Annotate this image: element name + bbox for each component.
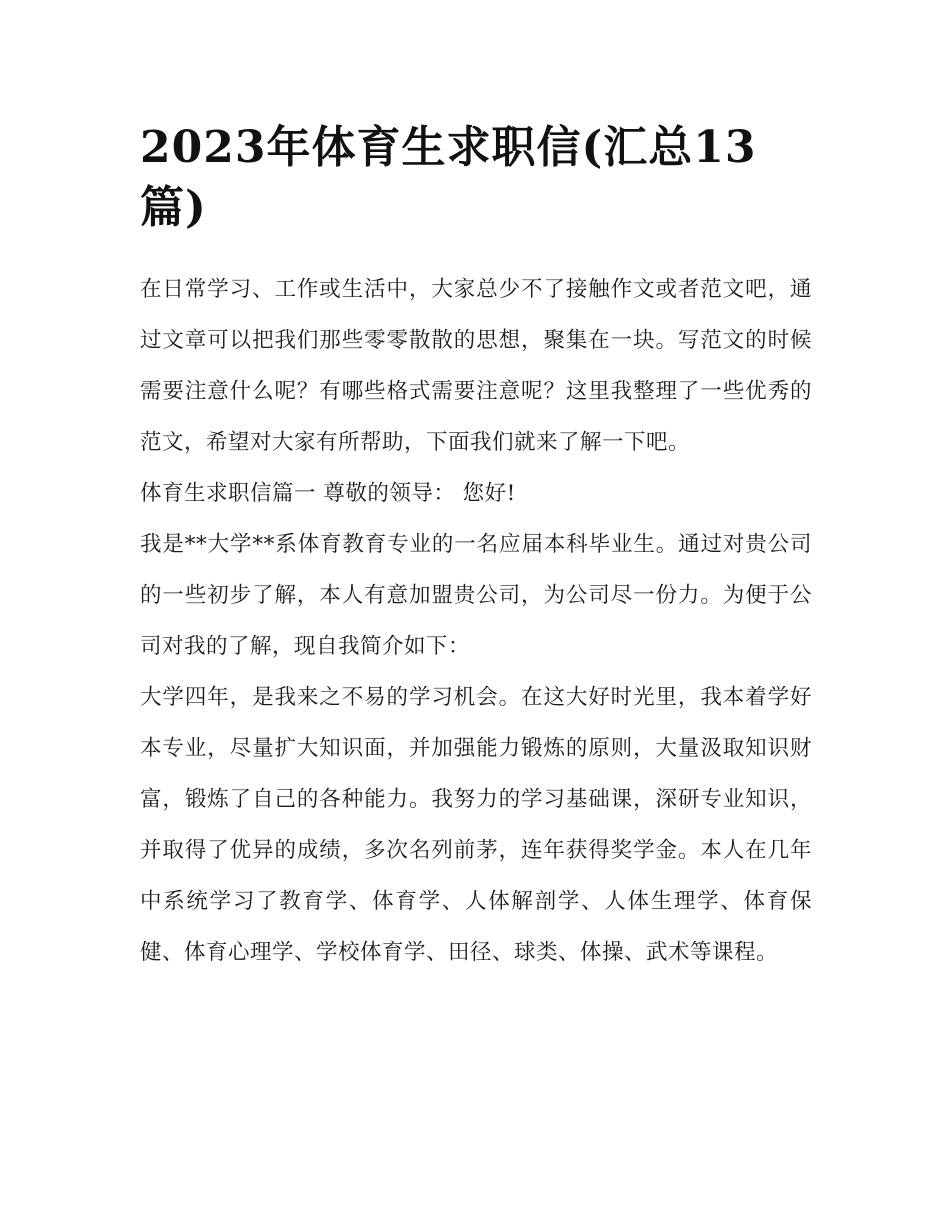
document-title: 2023年体育生求职信(汇总13篇) xyxy=(140,122,757,233)
study-experience-paragraph: 大学四年，是我来之不易的学习机会。在这大好时光里，我本着学好本专业，尽量扩大知识面，并加强能力锻炼的原则，大量汲取知识财富，锻炼了自己的各种能力。我努力的学习基础课，深研专业知识，并取得了优异的成绩，多次名列前茅，连年获得奖学金。本人在几年中系统学习了教育学、体育学、人体解剖学、人体生理学、体育保健、体育心理学、学校体育学、田径、球类、体操、武术等课程。 xyxy=(140,685,812,965)
document-body xyxy=(140,264,812,978)
document-page xyxy=(140,118,812,978)
greeting-paragraph: 体育生求职信篇一 尊敬的领导： 您好! xyxy=(140,481,516,506)
self-introduction-paragraph: 我是**大学**系体育教育专业的一名应届本科毕业生。通过对贵公司的一些初步了解，本人有意加盟贵公司，为公司尽一份力。为便于公司对我的了解，现自我简介如下： xyxy=(140,532,812,659)
intro-paragraph: 在日常学习、工作或生活中，大家总少不了接触作文或者范文吧，通过文章可以把我们那些零零散散的思想，聚集在一块。写范文的时候需要注意什么呢？有哪些格式需要注意呢？这里我整理了一些优秀的范文，希望对大家有所帮助，下面我们就来了解一下吧。 xyxy=(140,277,812,455)
